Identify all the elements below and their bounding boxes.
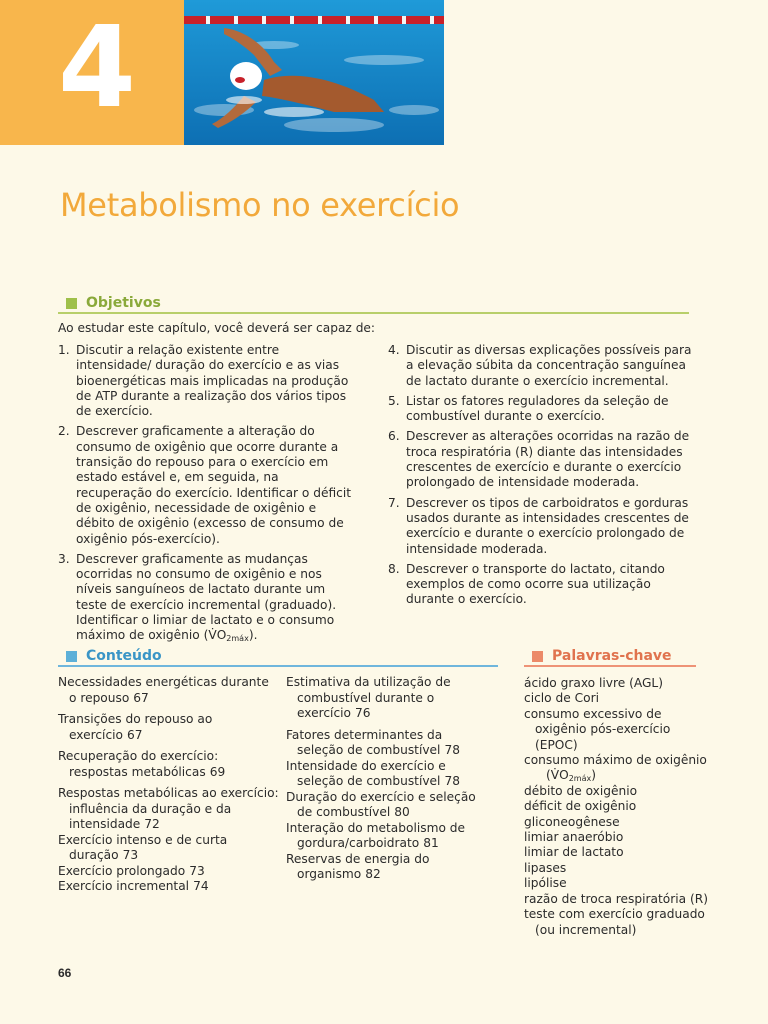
keyword-item: limiar de lactato <box>524 845 624 860</box>
contents-entry <box>58 712 280 743</box>
objective-item <box>388 343 694 389</box>
objective-item <box>388 429 694 490</box>
objective-item <box>58 552 358 644</box>
contents-entry-page: 72 <box>144 817 160 831</box>
objective-number: 1. <box>58 343 70 357</box>
contents-entry-page: 69 <box>209 764 226 779</box>
contents-entry <box>58 864 280 880</box>
objectives-heading-label: Objetivos <box>86 295 161 311</box>
keyword-item: débito de oxigênio <box>524 783 638 798</box>
keywords-list <box>524 676 714 938</box>
objective-text-part: Descrever graficamente as mudanças ocorridas no consumo de oxigênio e nos níveis sanguíneos de lactato durante um teste de exercício incremental (graduado). Identificar o limiar de lactato e o consumo máximo de oxigênio (V̇O <box>76 551 337 643</box>
chapter-title: Metabolismo no exercício <box>60 186 460 224</box>
keyword-text: consumo máximo de oxigênio <box>524 753 707 768</box>
keywords-divider <box>524 665 696 667</box>
objective-number: 4. <box>388 343 400 357</box>
square-bullet-icon <box>532 651 543 662</box>
objective-text: Descrever graficamente a alteração do consumo de oxigênio que ocorre durante a transição do repouso para o exercício em estado estável e, em seguida, na recuperação do exercício. Identificar o déficit de oxigênio, necessidade de oxigênio e débito de oxigênio (excesso de consumo de oxigênio pós-exercício). <box>76 424 352 546</box>
contents-column-right <box>286 675 486 883</box>
contents-entry-title: Transições do repouso ao exercício <box>58 712 213 742</box>
keyword-item <box>524 753 714 784</box>
contents-entry-page: 67 <box>127 727 143 742</box>
objective-text: Discutir a relação existente entre intensidade/ duração do exercício e as vias bioenergéticas mais implicadas na produção de ATP durante a realização dos vários tipos de exercício. <box>76 343 349 419</box>
vo2-subscript: 2máx <box>226 634 249 644</box>
objective-item <box>58 424 358 546</box>
page-number: 66 <box>58 966 72 980</box>
keyword-item: lipólise <box>524 876 567 891</box>
contents-entry-title: Intensidade do exercício e seleção de combustível <box>286 758 446 788</box>
objective-item <box>388 562 694 608</box>
contents-entry <box>286 821 486 852</box>
objective-number: 2. <box>58 424 70 439</box>
contents-entry <box>286 728 486 759</box>
contents-entry-title: Fatores determinantes da seleção de combustível <box>286 727 443 757</box>
keywords-heading-label: Palavras-chave <box>552 648 672 664</box>
keyword-item: consumo excessivo de oxigênio pós-exercício (EPOC) <box>524 706 671 752</box>
objective-item <box>388 394 694 425</box>
square-bullet-icon <box>66 298 77 309</box>
contents-entry <box>58 749 280 780</box>
contents-entry <box>286 759 486 790</box>
keyword-text-part: ) <box>591 768 596 783</box>
contents-entry-page: 76 <box>355 706 371 720</box>
keyword-item: limiar anaeróbio <box>524 830 624 845</box>
chapter-number: 4 <box>58 3 136 133</box>
keyword-text-part: (V̇O <box>546 768 569 783</box>
contents-entry <box>58 833 280 864</box>
contents-entry <box>286 790 486 821</box>
contents-entry-page: 81 <box>423 836 439 850</box>
keywords-heading <box>532 645 672 667</box>
keyword-item: ciclo de Cori <box>524 691 599 706</box>
contents-column-left <box>58 675 280 895</box>
objective-number: 6. <box>388 429 400 444</box>
objective-number: 8. <box>388 561 400 576</box>
objective-text <box>76 552 336 642</box>
contents-entry-title: Exercício intenso e de curta duração <box>58 832 228 862</box>
square-bullet-icon <box>66 651 77 662</box>
contents-entry <box>58 879 280 895</box>
objectives-divider <box>58 312 689 314</box>
contents-heading-label: Conteúdo <box>86 648 162 664</box>
contents-entry-page: 78 <box>444 774 460 788</box>
contents-entry-page: 73 <box>122 848 139 862</box>
objective-text-part: ). <box>248 628 258 643</box>
contents-entry-title: Estimativa da utilização de combustível durante o exercício <box>286 675 451 720</box>
contents-entry <box>58 786 280 833</box>
contents-entry-title: Exercício prolongado <box>58 863 186 878</box>
swimmer-photo <box>184 0 444 145</box>
objective-text: Descrever os tipos de carboidratos e gorduras usados durante as intensidades crescentes de exercício e durante o exercício prolongado de intensidade moderada. <box>406 495 689 556</box>
contents-entry-title: Exercício incremental <box>58 879 190 893</box>
vo2-subscript: 2máx <box>568 774 592 784</box>
keyword-item: teste com exercício graduado (ou incremental) <box>524 907 705 937</box>
contents-entry-title: Reservas de energia do organismo <box>286 851 430 881</box>
contents-entry-page: 67 <box>133 690 149 705</box>
contents-entry-title: Duração do exercício e seleção de combustível <box>286 789 476 819</box>
contents-entry <box>58 675 280 706</box>
contents-heading <box>66 645 162 667</box>
keyword-vo2 <box>535 768 596 782</box>
objectives-heading <box>66 292 161 314</box>
contents-entry <box>286 675 486 722</box>
keyword-item: déficit de oxigênio <box>524 799 637 814</box>
objective-text: Descrever as alterações ocorridas na razão de troca respiratória (R) diante das intensidades crescentes de exercício e durante o exercício prolongado de intensidade moderada. <box>406 429 690 490</box>
contents-entry-title: Necessidades energéticas durante o repouso <box>58 675 269 705</box>
contents-entry-page: 82 <box>365 867 381 881</box>
contents-entry-page: 74 <box>193 879 209 893</box>
keyword-item: razão de troca respiratória (R) <box>524 891 708 906</box>
contents-entry-page: 73 <box>189 863 205 878</box>
keyword-item: lipases <box>524 860 567 875</box>
objective-text: Discutir as diversas explicações possíveis para a elevação súbita da concentração sanguínea de lactato durante o exercício incremental. <box>406 343 692 388</box>
objective-number: 3. <box>58 551 70 566</box>
contents-divider <box>58 665 498 667</box>
objective-text: Listar os fatores reguladores da seleção de combustível durante o exercício. <box>406 393 669 424</box>
swimmer-illustration <box>184 0 444 145</box>
contents-entry-title: Respostas metabólicas ao exercício: influência da duração e da intensidade <box>58 786 279 831</box>
contents-entry-page: 80 <box>394 805 410 819</box>
keyword-item: gliconeogênese <box>524 814 620 829</box>
chapter-number-box <box>0 0 184 145</box>
contents-entry-title: Recuperação do exercício: respostas metabólicas <box>58 749 219 779</box>
objective-item <box>58 343 358 419</box>
objective-number: 7. <box>388 495 400 510</box>
objective-number: 5. <box>388 393 400 408</box>
objectives-list-left <box>58 343 358 649</box>
objectives-list-right <box>388 343 694 613</box>
objective-text: Descrever o transporte do lactato, citando exemplos de como ocorre sua utilização durante o exercício. <box>406 561 665 607</box>
contents-entry <box>286 852 486 883</box>
keyword-item: ácido graxo livre (AGL) <box>524 676 663 690</box>
contents-entry-title: Interação do metabolismo de gordura/carboidrato <box>286 820 466 850</box>
contents-entry-page: 78 <box>444 743 460 757</box>
objective-item <box>388 496 694 557</box>
objectives-intro: Ao estudar este capítulo, você deverá ser capaz de: <box>58 321 376 335</box>
